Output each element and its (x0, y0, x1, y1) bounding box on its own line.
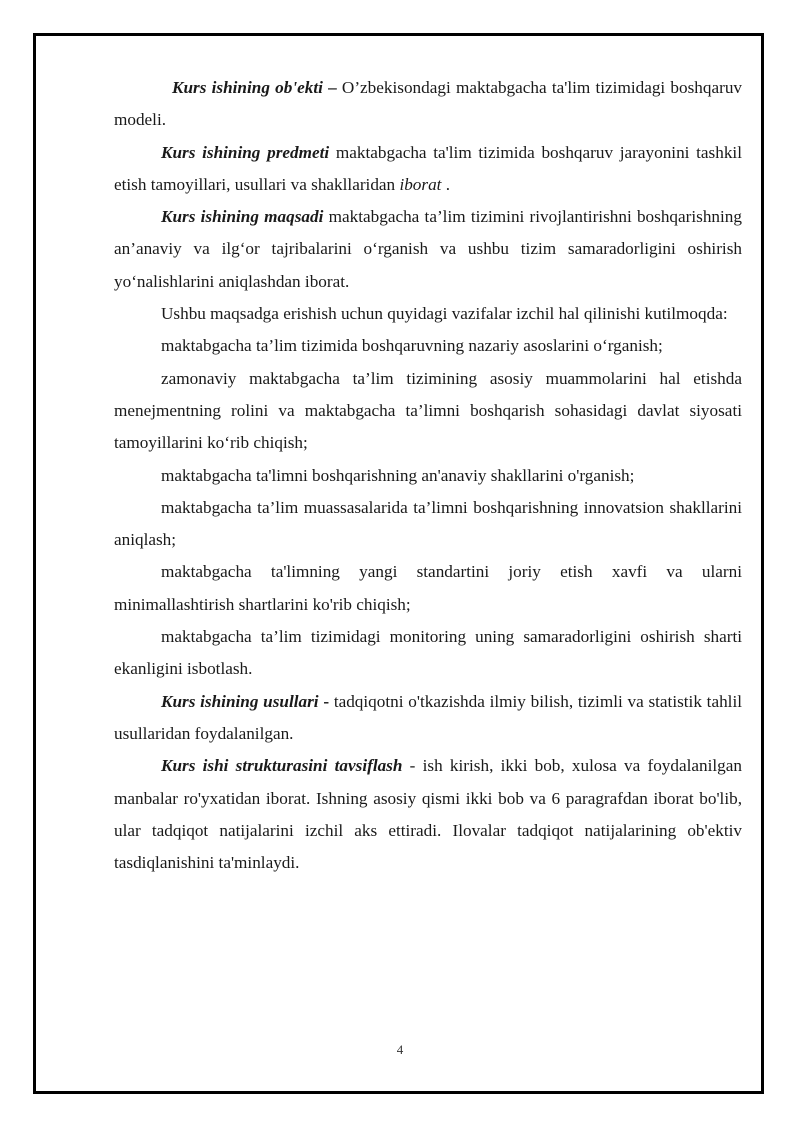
term-goal: Kurs ishining maqsadi (161, 207, 324, 227)
term-separator: – (322, 78, 342, 97)
paragraph-text: ish kirish, ikki bob, xulosa va foydalanilgan manbalar ro'yxatidan iborat. Ishning asosiy qismi ikki bob va 6 paragrafdan iborat bo'lib, ular tadqiqot natijalarini izchil aks ettiradi. Ilovalar tadqiqot natijalarining ob'ektiv tasdiqlanishini ta'minlaydi. (114, 756, 742, 873)
task-item: maktabgacha ta’lim muassasalarida ta’limni boshqarishning innovatsion shakllarini aniqlash; (114, 497, 742, 550)
paragraph-text: tadqiqotni o'tkazishda ilmiy bilish, tizimli va statistik tahlil usullaridan foydalanilgan. (114, 691, 742, 743)
term-methods: Kurs ishining usullari (161, 691, 319, 711)
term-separator: - (318, 691, 334, 711)
paragraph-object (114, 72, 742, 137)
paragraph-subject (114, 137, 742, 202)
task-item: maktabgacha ta'limni boshqarishning an'anaviy shakllarini o'rganish; (161, 465, 635, 485)
italic-word: iborat (399, 174, 442, 194)
paragraph-structure (114, 750, 742, 879)
term-separator: - (402, 756, 423, 776)
task-item: maktabgacha ta'limning yangi standartini joriy etish xavfi va ularni minimallashtirish shartlarini ko'rib chiqish; (114, 562, 742, 614)
paragraph-text: maktabgacha ta'lim tizimida boshqaruv jarayonini tashkil etish tamoyillari, usullari va shakllaridan (114, 142, 742, 194)
task-item: maktabgacha ta’lim tizimida boshqaruvning nazariy asoslarini o‘rganish; (161, 336, 663, 356)
paragraph-methods (114, 686, 742, 751)
term-structure: Kurs ishi strukturasini tavsiflash (161, 756, 403, 776)
term-subject: Kurs ishining predmeti (161, 142, 330, 162)
task-item: zamonaviy maktabgacha ta’lim tizimining asosiy muammolarini hal etishda menejmentning rolini va maktabgacha ta’limni boshqarish sohasidagi davlat siyosati tamoyillarini ko‘rib chiqish; (114, 368, 742, 453)
paragraph-text: O’zbekisondagi maktabgacha ta'lim tizimidagi boshqaruv modeli. (114, 78, 743, 130)
paragraph-end: . (441, 174, 451, 194)
task-item: maktabgacha ta’lim tizimidagi monitoring uning samaradorligini oshirish sharti ekanligini isbotlash. (114, 627, 742, 679)
paragraph-text: maktabgacha ta’lim tizimini rivojlantirishni boshqarishning an’anaviy va ilg‘or tajribalarini o‘rganish va ushbu tizim samaradorligini oshirish yo‘nalishlarini aniqlashdan iborat. (114, 207, 742, 291)
term-separator (329, 143, 336, 162)
paragraph-goal (114, 201, 742, 298)
page-number: 4 (396, 1042, 404, 1057)
paragraph-tasks-intro: Ushbu maqsadga erishish uchun quyidagi vazifalar izchil hal qilinishi kutilmoqda: (161, 304, 728, 324)
term-object: Kurs ishining ob'ekti (172, 78, 323, 97)
document-body (114, 72, 742, 879)
